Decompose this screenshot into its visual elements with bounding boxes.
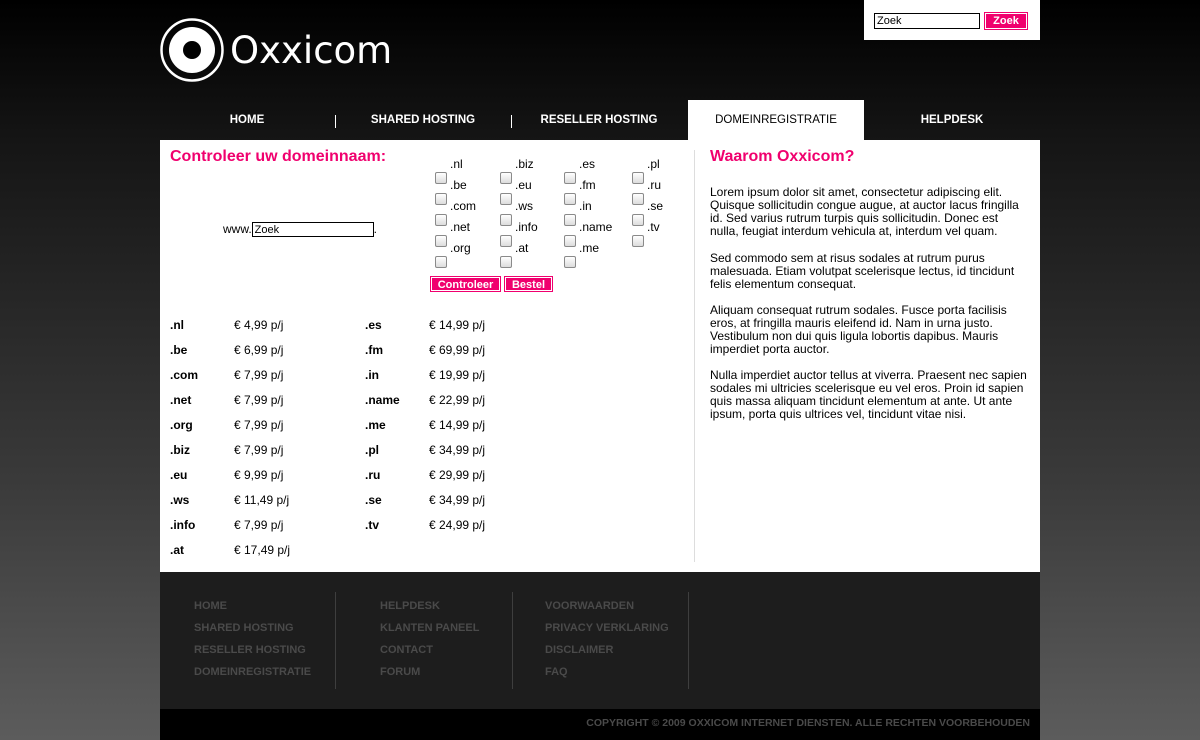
price-value: € 34,99 p/j <box>429 493 486 507</box>
price-tld: .tv <box>365 518 380 532</box>
price-tld: .in <box>365 368 379 382</box>
price-value: € 29,99 p/j <box>429 468 486 482</box>
footer-link-home[interactable]: HOME <box>194 600 227 612</box>
price-value: € 17,49 p/j <box>234 543 291 557</box>
price-tld: .at <box>170 543 185 557</box>
checkbox[interactable] <box>500 172 512 184</box>
logo-icon <box>160 18 224 82</box>
tld-option[interactable]: .tv <box>632 233 660 247</box>
checkbox[interactable] <box>632 214 644 226</box>
price-value: € 24,99 p/j <box>429 518 486 532</box>
footer-separator <box>512 592 513 689</box>
nav-helpdesk[interactable]: HELPDESK <box>920 114 984 126</box>
price-value: € 7,99 p/j <box>234 368 284 382</box>
price-tld: .ru <box>365 468 381 482</box>
main-content <box>160 140 1040 572</box>
price-value: € 9,99 p/j <box>234 468 284 482</box>
www-prefix: www. <box>223 222 252 236</box>
checkbox[interactable] <box>564 193 576 205</box>
price-tld: .eu <box>170 468 188 482</box>
domain-input-row <box>223 222 377 237</box>
checkbox[interactable] <box>435 256 447 268</box>
checkbox[interactable] <box>564 235 576 247</box>
price-value: € 19,99 p/j <box>429 368 486 382</box>
footer-link-voorwaarden[interactable]: VOORWAARDEN <box>545 600 635 612</box>
footer-link-reseller-hosting[interactable]: RESELLER HOSTING <box>194 644 306 656</box>
price-value: € 7,99 p/j <box>234 443 284 457</box>
sidebar-paragraph: Lorem ipsum dolor sit amet, consectetur adipiscing elit. Quisque sollicitudin congue augue, at auctor lacus fringilla id. Sed varius rutrum turpis quis sollicitudin. Donec est nulla, feugiat interdum vehicula at, interdum vel quam. <box>710 185 1019 238</box>
copyright-bar <box>160 709 1040 740</box>
tld-option[interactable]: .nl <box>435 170 463 184</box>
nav-home[interactable]: HOME <box>229 114 265 126</box>
footer-separator <box>335 592 336 689</box>
price-value: € 4,99 p/j <box>234 318 284 332</box>
price-tld: .nl <box>170 318 184 332</box>
check-button[interactable]: Controleer <box>431 277 500 291</box>
footer-link-contact[interactable]: CONTACT <box>380 644 433 656</box>
price-tld: .biz <box>170 443 190 457</box>
checkbox[interactable] <box>500 193 512 205</box>
price-tld: .name <box>365 393 400 407</box>
main-nav <box>160 100 1040 140</box>
tld-option[interactable]: .be <box>435 191 467 205</box>
checkbox[interactable] <box>435 235 447 247</box>
footer-link-shared-hosting[interactable]: SHARED HOSTING <box>194 622 294 634</box>
tld-option[interactable]: .com <box>435 212 476 226</box>
nav-domeinregistratie[interactable]: DOMEINREGISTRATIE <box>688 100 864 140</box>
price-value: € 6,99 p/j <box>234 343 284 357</box>
price-tld: .com <box>170 368 199 382</box>
tld-option[interactable]: .se <box>632 212 663 226</box>
checkbox[interactable] <box>500 214 512 226</box>
price-value: € 7,99 p/j <box>234 393 284 407</box>
price-tld: .fm <box>365 343 383 357</box>
footer-separator <box>688 592 689 689</box>
checkbox[interactable] <box>435 214 447 226</box>
price-tld: .es <box>365 318 382 332</box>
tld-option[interactable]: .biz <box>500 170 534 184</box>
price-value: € 7,99 p/j <box>234 418 284 432</box>
tld-option[interactable]: .ws <box>500 212 533 226</box>
sidebar-paragraph: Aliquam consequat rutrum sodales. Fusce porta facilisis eros, at fringilla mauris eleifend id. Nam in urna justo. Vestibulum non dui quis ligula lobortis dapibus. Mauris imperdiet porta auctor. <box>710 303 1007 356</box>
footer-link-privacy[interactable]: PRIVACY VERKLARING <box>545 622 669 634</box>
price-value: € 22,99 p/j <box>429 393 486 407</box>
tld-option[interactable]: .me <box>564 254 599 268</box>
order-button[interactable]: Bestel <box>505 277 552 291</box>
tld-option[interactable]: .pl <box>632 170 660 184</box>
tld-option[interactable]: .es <box>564 170 595 184</box>
tld-option[interactable]: .fm <box>564 191 596 205</box>
checkbox[interactable] <box>564 256 576 268</box>
domain-suffix: . <box>373 222 378 236</box>
copyright-text: COPYRIGHT © 2009 OXXICOM INTERNET DIENSTEN. ALLE RECHTEN VOORBEHOUDEN <box>586 717 1030 729</box>
price-tld: .me <box>365 418 386 432</box>
column-divider <box>694 150 695 562</box>
checkbox[interactable] <box>435 172 447 184</box>
checkbox[interactable] <box>435 193 447 205</box>
top-search <box>864 0 1040 40</box>
tld-option[interactable]: .net <box>435 233 470 247</box>
price-value: € 34,99 p/j <box>429 443 486 457</box>
price-tld: .net <box>170 393 192 407</box>
footer-link-helpdesk[interactable]: HELPDESK <box>380 600 440 612</box>
checkbox[interactable] <box>632 193 644 205</box>
price-tld: .org <box>170 418 193 432</box>
price-value: € 11,49 p/j <box>234 493 290 507</box>
price-value: € 14,99 p/j <box>429 318 486 332</box>
search-input[interactable] <box>874 13 980 29</box>
tld-option[interactable]: .at <box>500 254 528 268</box>
domain-check-heading: Controleer uw domeinnaam: <box>170 148 387 165</box>
footer-link-klanten-paneel[interactable]: KLANTEN PANEEL <box>380 622 480 634</box>
logo[interactable] <box>160 18 392 82</box>
footer-link-domeinregistratie[interactable]: DOMEINREGISTRATIE <box>194 666 312 678</box>
tld-option[interactable]: .in <box>564 212 592 226</box>
sidebar-paragraph: Nulla imperdiet auctor tellus at viverra. Praesent nec sapien sodales mi ultricies scelerisque eu vel eros. Proin id sapien quis massa aliquam tincidunt elementum at ante. Ut ante ipsum, porta quis ultrices vel, tincidunt vitae nisi. <box>710 368 1027 421</box>
domain-input[interactable] <box>252 222 374 237</box>
footer-link-forum[interactable]: FORUM <box>380 666 421 678</box>
sidebar-paragraph: Sed commodo sem at risus sodales at rutrum purus malesuada. Etiam volutpat scelerisque lectus, id tincidunt felis elementum consequat. <box>710 251 1015 291</box>
checkbox[interactable] <box>632 172 644 184</box>
checkbox[interactable] <box>564 172 576 184</box>
footer-link-disclaimer[interactable]: DISCLAIMER <box>545 644 614 656</box>
tld-option[interactable]: .name <box>564 233 612 247</box>
tld-option[interactable]: .ru <box>632 191 661 205</box>
sidebar-heading: Waarom Oxxicom? <box>710 148 855 165</box>
price-tld: .se <box>365 493 382 507</box>
footer-link-faq[interactable]: FAQ <box>545 666 568 678</box>
checkbox[interactable] <box>564 214 576 226</box>
price-tld: .be <box>170 343 188 357</box>
footer <box>160 572 1040 709</box>
price-tld: .pl <box>365 443 379 457</box>
logo-text: Oxxicom <box>230 28 393 72</box>
checkbox[interactable] <box>500 256 512 268</box>
checkbox[interactable] <box>632 235 644 247</box>
price-value: € 69,99 p/j <box>429 343 486 357</box>
price-tld: .ws <box>170 493 190 507</box>
tld-option[interactable]: .info <box>500 233 538 247</box>
nav-reseller-hosting[interactable]: RESELLER HOSTING <box>540 114 658 126</box>
search-button[interactable]: Zoek <box>985 13 1027 29</box>
tld-option[interactable]: .org <box>435 254 471 268</box>
tld-option[interactable]: .eu <box>500 191 532 205</box>
nav-shared-hosting[interactable]: SHARED HOSTING <box>370 114 476 126</box>
price-tld: .info <box>170 518 196 532</box>
price-value: € 14,99 p/j <box>429 418 486 432</box>
checkbox[interactable] <box>500 235 512 247</box>
price-value: € 7,99 p/j <box>234 518 284 532</box>
